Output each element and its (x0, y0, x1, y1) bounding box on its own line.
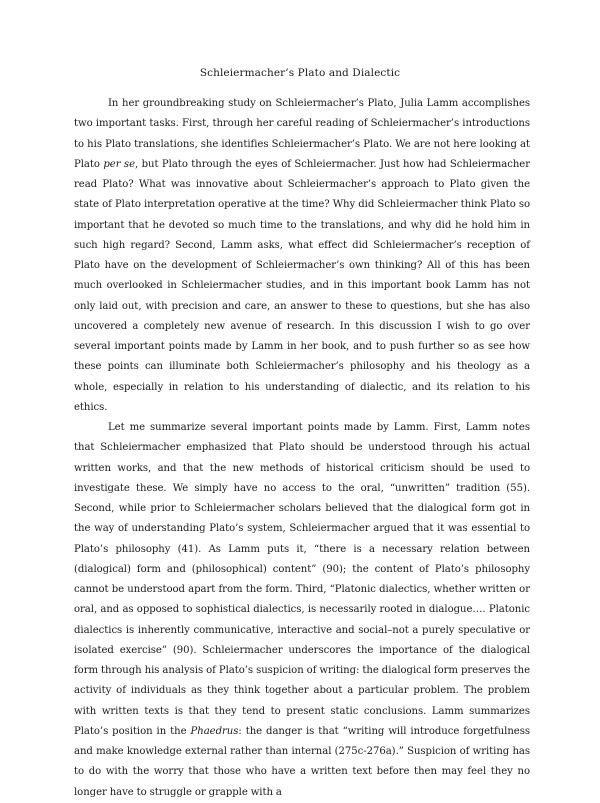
paragraph (74, 94, 530, 418)
document-title: Schleiermacher’s Plato and Dialectic (199, 67, 401, 79)
paragraph-text: , but Plato through the eyes of Schleiermacher. Just how had Schleiermacher read Plato? What was innovative about Schleiermacher’s approach to Plato given the state of Plato interpretation operative at the time? Why did Schleiermacher think Plato so important that he devoted so much time to the translations, and why did he hold him in such high regard? Second, Lamm asks, what effect did Schleiermacher’s reception of Plato have on the development of Schleiermacher’s own thinking? All of this has been much overlooked in Schleiermacher studies, and in this important book Lamm has not only laid out, with precision and care, an answer to these to questions, but she has also uncovered a completely new avenue of research. In this discussion I wish to go over several important points made by Lamm in her book, and to push further so as see how these points can illuminate both Schleiermacher’s philosophy and his theology as a whole, especially in relation to his understanding of dialectic, and its relation to his ethics. (74, 158, 530, 413)
document-body (74, 94, 530, 803)
italic-text: Phaedrus (190, 725, 239, 737)
paragraph (74, 418, 530, 803)
paragraph-text: : the danger is that “writing will introduce forgetfulness and make knowledge external rather than internal (275c-276a).” Suspicion of writing has to do with the worry that those who have a written text before then may feel they no longer have to struggle or grapple with a (74, 725, 530, 798)
paragraph-text: Let me summarize several important points made by Lamm. First, Lamm notes that Schleiermacher emphasized that Plato should be understood through his actual written works, and that the new methods of historical criticism should be used to investigate these. We simply have no access to the oral, “unwritten” tradition (55). Second, while prior to Schleiermacher scholars believed that the dialogical form got in the way of understanding Plato’s system, Schleiermacher argued that it was essential to Plato’s philosophy (41). As Lamm puts it, “there is a necessary relation between (dialogical) form and (philosophical) content” (90); the content of Plato’s philosophy cannot be understood apart from the form. Third, “Platonic dialectics, whether written or oral, and as opposed to sophistical dialectics, is necessarily rooted in dialogue…. Platonic dialectics is inherently communicative, interactive and social–not a purely speculative or isolated exercise” (90). Schleiermacher underscores the importance of the dialogical form through his analysis of Plato’s suspicion of writing: the dialogical form preserves the activity of individuals as they think together about a particular problem. The problem with written texts is that they tend to present static conclusions. Lamm summarizes Plato’s position in the (74, 422, 530, 737)
paragraph-text: In her groundbreaking study on Schleiermacher’s Plato, Julia Lamm accomplishes two important tasks. First, through her careful reading of Schleiermacher’s introductions to his Plato translations, she identifies Schleiermacher’s Plato. We are not here looking at Plato (74, 98, 530, 170)
italic-text: per se (103, 158, 135, 170)
